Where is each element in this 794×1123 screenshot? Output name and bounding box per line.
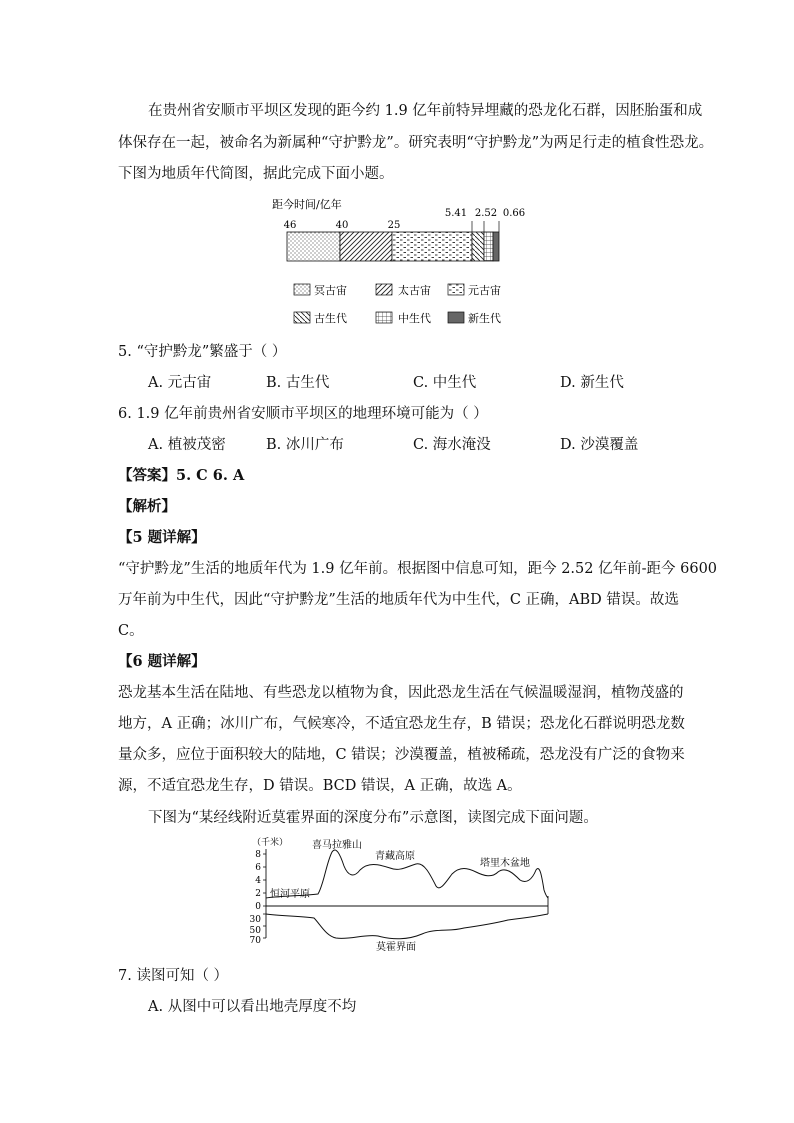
segment-paleozoic	[472, 232, 484, 261]
tick-25: 25	[387, 220, 401, 231]
moho-boundary	[266, 914, 548, 939]
segment-hadean	[287, 232, 340, 261]
q6-stem: 6. 1.9 亿年前贵州省安顺市平坝区的地理环境可能为（ ）	[118, 406, 488, 422]
ytick-0: 0	[255, 902, 261, 912]
segment-archean	[340, 232, 392, 261]
q5-detail-heading: 【5 题详解】	[118, 529, 206, 546]
legend-swatch-proterozoic	[448, 284, 464, 295]
label-ganges: 恒河平原	[270, 889, 310, 900]
q6-option-a: A. 植被茂密	[148, 437, 226, 453]
moho-profile-figure	[240, 834, 560, 952]
segment-cenozoic	[493, 232, 499, 261]
analysis-heading: 【解析】	[118, 498, 176, 515]
ytick-70: 70	[249, 936, 261, 946]
q5-detail-line-1: “守护黔龙”生活的地质年代为 1.9 亿年前。根据图中信息可知，距今 2.52 亿年前-距今 6600	[118, 561, 718, 577]
geologic-timeline-figure	[270, 196, 526, 332]
tick-40: 40	[335, 220, 349, 231]
intro-line-1: 在贵州省安顺市平坝区发现的距今约 1.9 亿年前特异埋藏的恐龙化石群，因胚胎蛋和成	[148, 103, 703, 119]
q5-option-a: A. 元古宙	[148, 375, 212, 391]
ytick-30: 30	[249, 915, 261, 925]
q6-option-c: C. 海水淹没	[413, 437, 491, 453]
q5-stem: 5. “守护黔龙”繁盛于（ ）	[118, 344, 287, 360]
segment-mesozoic	[484, 232, 493, 261]
q6-option-d: D. 沙漠覆盖	[560, 437, 639, 453]
legend-swatch-paleozoic	[294, 312, 310, 323]
intro-line-2: 体保存在一起，被命名为新属种“守护黔龙”。研究表明“守护黔龙”为两足行走的植食性恐龙。	[118, 135, 714, 151]
legend-cenozoic: 新生代	[468, 312, 501, 325]
q6-detail-line-1: 恐龙基本生活在陆地、有些恐龙以植物为食，因此恐龙生活在气候温暖湿润，植物茂盛的	[118, 685, 684, 701]
q6-detail-line-4: 源，不适宜恐龙生存，D 错误。BCD 错误，A 正确，故选 A。	[118, 778, 522, 794]
legend-hadean: 冥古宙	[314, 284, 347, 297]
ytick-50: 50	[249, 926, 261, 936]
segment-proterozoic	[392, 232, 472, 261]
q5-detail-line-2: 万年前为中生代，因此“守护黔龙”生活的地质年代为中生代，C 正确，ABD 错误。故选	[118, 592, 679, 608]
legend-paleozoic: 古生代	[314, 312, 347, 325]
ytick-8: 8	[255, 850, 261, 860]
legend-swatch-archean	[376, 284, 392, 295]
label-tarim: 塔里木盆地	[480, 858, 530, 869]
intro2-line: 下图为“某经线附近莫霍界面的深度分布”示意图，读图完成下面问题。	[148, 810, 598, 826]
q7-option-a: A. 从图中可以看出地壳厚度不均	[148, 999, 357, 1015]
q6-detail-line-3: 量众多，应位于面积较大的陆地，C 错误；沙漠覆盖，植被稀疏，恐龙没有广泛的食物来	[118, 747, 685, 763]
profile-unit: （千米）	[252, 838, 289, 848]
timeline-axis-label: 距今时间/亿年	[272, 198, 342, 211]
ytick-4: 4	[255, 876, 261, 886]
legend-swatch-mesozoic	[376, 312, 392, 323]
q5-option-b: B. 古生代	[266, 375, 330, 391]
legend-mesozoic: 中生代	[398, 312, 431, 325]
q5-option-d: D. 新生代	[560, 375, 624, 391]
tick-2-52: 2.52	[474, 208, 498, 219]
ytick-2: 2	[255, 889, 261, 899]
label-moho: 莫霍界面	[376, 942, 416, 953]
q6-detail-line-2: 地方，A 正确；冰川广布，气候寒冷，不适宜恐龙生存，B 错误；恐龙化石群说明恐龙数	[118, 716, 685, 732]
answer-line: 【答案】5. C 6. A	[118, 467, 245, 484]
q7-stem: 7. 读图可知（ ）	[118, 968, 229, 984]
intro-line-3: 下图为地质年代简图，据此完成下面小题。	[118, 166, 394, 182]
legend-swatch-cenozoic	[448, 312, 464, 323]
legend-proterozoic: 元古宙	[468, 284, 501, 297]
q5-option-c: C. 中生代	[413, 375, 477, 391]
legend-swatch-hadean	[294, 284, 310, 295]
label-himalaya: 喜马拉雅山	[312, 840, 362, 851]
tick-0-66: 0.66	[502, 208, 526, 219]
tick-46: 46	[283, 220, 297, 231]
q6-option-b: B. 冰川广布	[266, 437, 344, 453]
label-plateau: 青藏高原	[375, 851, 415, 862]
legend-archean: 太古宙	[398, 284, 431, 297]
tick-5-41: 5.41	[444, 208, 468, 219]
ytick-6: 6	[255, 863, 261, 873]
q6-detail-heading: 【6 题详解】	[118, 653, 206, 670]
q5-detail-line-3: C。	[118, 623, 144, 639]
